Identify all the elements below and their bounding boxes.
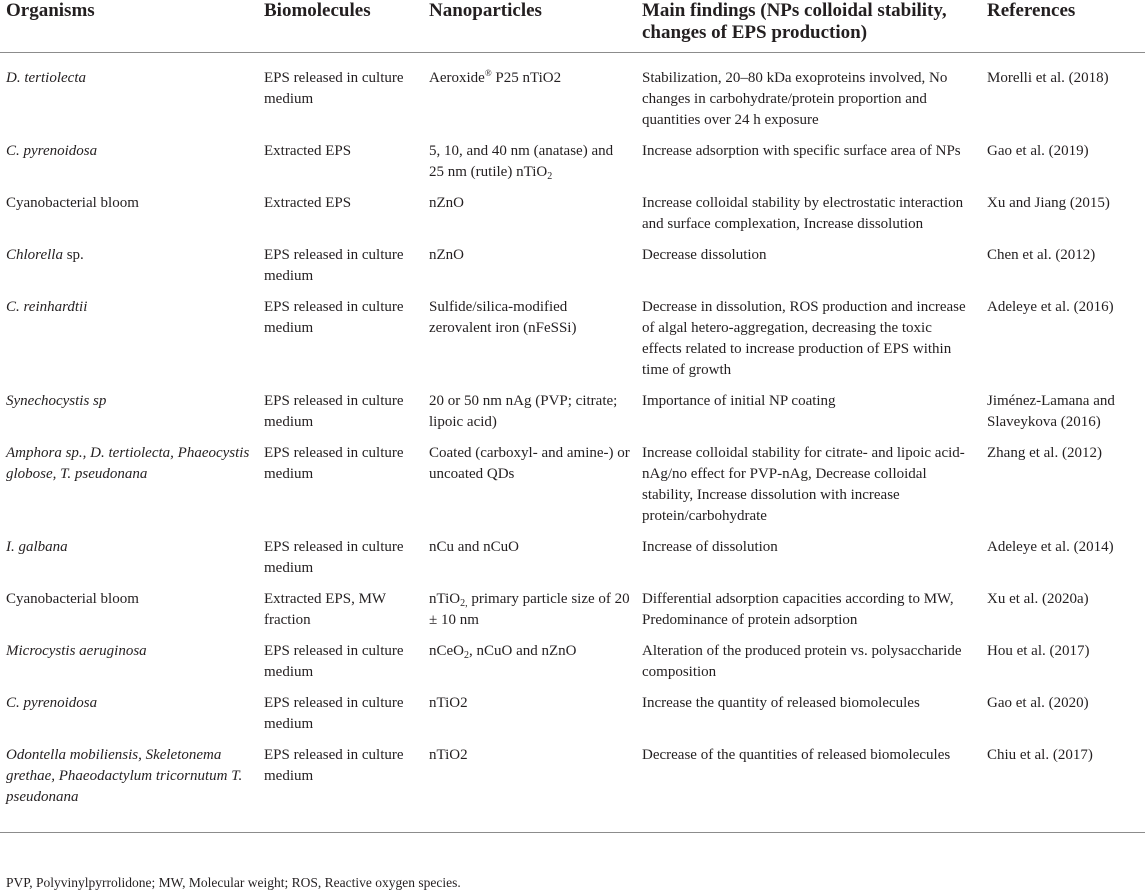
cell-reference: Xu et al. (2020a) (987, 591, 1089, 607)
cell-findings: Increase colloidal stability by electrostatic interaction and surface complexation, Increase dissolution (642, 195, 964, 232)
cell-reference: Chiu et al. (2017) (987, 747, 1093, 763)
np-text-rest: , nCuO and nZnO (469, 643, 577, 659)
cell-biomolecules: EPS released in culture medium (264, 247, 404, 284)
cell-reference: Adeleye et al. (2014) (987, 539, 1114, 555)
organism-name: C. pyrenoidosa (6, 143, 98, 159)
cell-findings: Differential adsorption capacities according to MW, Predominance of protein adsorption (642, 591, 954, 628)
cell-reference: Gao et al. (2020) (987, 695, 1089, 711)
header-organisms: Organisms (6, 0, 95, 21)
organism-name: D. tertiolecta (6, 70, 86, 86)
table-row (0, 186, 1145, 238)
organism-name: Odontella mobiliensis, Skeletonema grethae, Phaeodactylum tricornutum T. pseudonana (6, 747, 243, 805)
header-references: References (987, 0, 1076, 21)
table-row (0, 634, 1145, 686)
table-row (0, 738, 1145, 833)
organism-name: Microcystis aeruginosa (6, 643, 147, 659)
cell-organism (0, 134, 258, 186)
cell-reference: Adeleye et al. (2016) (987, 299, 1114, 315)
cell-nanoparticles (423, 134, 636, 186)
cell-findings: Decrease dissolution (642, 247, 767, 263)
cell-organism: Cyanobacterial bloom (6, 195, 139, 211)
cell-nanoparticles: nZnO (429, 247, 464, 263)
cell-reference: Zhang et al. (2012) (987, 445, 1102, 461)
cell-nanoparticles: nZnO (429, 195, 464, 211)
cell-reference: Hou et al. (2017) (987, 643, 1090, 659)
cell-biomolecules: EPS released in culture medium (264, 70, 404, 107)
organism-name: Amphora sp., D. tertiolecta, Phaeocystis globose, T. pseudonana (6, 445, 250, 482)
cell-organism: Cyanobacterial bloom (6, 591, 139, 607)
cell-nanoparticles (423, 634, 636, 686)
np-superscript: ® (484, 68, 492, 78)
table-row (0, 686, 1145, 738)
cell-findings: Increase adsorption with specific surface area of NPs (642, 143, 961, 159)
table-row (0, 582, 1145, 634)
header-row (0, 0, 1145, 53)
cell-biomolecules: EPS released in culture medium (264, 695, 404, 732)
table-row (0, 384, 1145, 436)
table-footnote: PVP, Polyvinylpyrrolidone; MW, Molecular weight; ROS, Reactive oxygen species. (6, 875, 461, 890)
cell-findings: Increase of dissolution (642, 539, 778, 555)
cell-findings: Alteration of the produced protein vs. polysaccharide composition (642, 643, 962, 680)
np-text: nCeO (429, 643, 464, 659)
organism-name: C. pyrenoidosa (6, 695, 98, 711)
cell-organism (0, 634, 258, 686)
table-row (0, 530, 1145, 582)
cell-findings: Stabilization, 20–80 kDa exoproteins involved, No changes in carbohydrate/protein proportion and quantities over 24 h exposure (642, 70, 948, 128)
np-subscript: 2, (460, 598, 468, 609)
cell-biomolecules: EPS released in culture medium (264, 299, 404, 336)
cell-biomolecules: Extracted EPS, MW fraction (264, 591, 386, 628)
cell-organism (0, 290, 258, 384)
cell-reference: Xu and Jiang (2015) (987, 195, 1110, 211)
np-subscript: 2 (547, 171, 553, 182)
np-text-rest: primary particle size of 20 ± 10 nm (429, 591, 630, 628)
cell-nanoparticles: nCu and nCuO (429, 539, 519, 555)
table-row (0, 53, 1145, 135)
cell-nanoparticles: nTiO2 (429, 747, 468, 763)
cell-findings: Increase the quantity of released biomolecules (642, 695, 920, 711)
cell-biomolecules: Extracted EPS (264, 195, 352, 211)
np-subscript: 2 (464, 650, 469, 661)
cell-findings: Importance of initial NP coating (642, 393, 836, 409)
cell-biomolecules: EPS released in culture medium (264, 539, 404, 576)
np-text: nTiO (429, 591, 461, 607)
header-nanoparticles: Nanoparticles (429, 0, 542, 21)
cell-organism (0, 238, 258, 290)
cell-nanoparticles: 20 or 50 nm nAg (PVP; citrate; lipoic acid) (429, 393, 618, 430)
np-text: Aeroxide (429, 70, 485, 86)
cell-biomolecules: EPS released in culture medium (264, 643, 404, 680)
table-row (0, 290, 1145, 384)
table-row (0, 134, 1145, 186)
cell-organism (0, 686, 258, 738)
table-row (0, 238, 1145, 290)
organism-genus: Chlorella (6, 247, 63, 263)
organism-name: C. reinhardtii (6, 299, 88, 315)
cell-reference: Chen et al. (2012) (987, 247, 1096, 263)
cell-organism (0, 436, 258, 530)
cell-organism (0, 738, 258, 833)
np-text: 5, 10, and 40 nm (anatase) and 25 nm (rutile) nTiO (429, 143, 614, 180)
cell-organism (0, 53, 258, 135)
organism-suffix: sp. (62, 247, 84, 263)
organism-name: I. galbana (6, 539, 68, 555)
cell-nanoparticles: Coated (carboxyl- and amine-) or uncoated QDs (429, 445, 630, 482)
table-row (0, 436, 1145, 530)
cell-organism (0, 384, 258, 436)
cell-findings: Increase colloidal stability for citrate- and lipoic acid-nAg/no effect for PVP-nAg, Decrease colloidal stability, Increase dissolution with increase protein/carbohydrate (642, 445, 965, 524)
header-findings: Main findings (NPs colloidal stability, changes of EPS production) (642, 0, 947, 43)
cell-reference: Gao et al. (2019) (987, 143, 1089, 159)
cell-organism (0, 530, 258, 582)
cell-nanoparticles: Sulfide/silica-modified zerovalent iron (nFeSSi) (429, 299, 577, 336)
cell-biomolecules: EPS released in culture medium (264, 445, 404, 482)
header-biomolecules: Biomolecules (264, 0, 371, 21)
cell-findings: Decrease of the quantities of released biomolecules (642, 747, 951, 763)
cell-biomolecules: Extracted EPS (264, 143, 352, 159)
organism-name: Synechocystis sp (6, 393, 107, 409)
cell-nanoparticles (423, 53, 636, 135)
cell-findings: Decrease in dissolution, ROS production and increase of algal hetero-aggregation, decreasing the toxic effects related to increase production of EPS within time of growth (642, 299, 966, 378)
cell-biomolecules: EPS released in culture medium (264, 393, 404, 430)
cell-reference: Morelli et al. (2018) (987, 70, 1109, 86)
np-text-rest: P25 nTiO2 (491, 70, 562, 86)
cell-reference: Jiménez-Lamana and Slaveykova (2016) (987, 393, 1115, 430)
cell-nanoparticles: nTiO2 (429, 695, 468, 711)
cell-biomolecules: EPS released in culture medium (264, 747, 404, 784)
cell-nanoparticles (423, 582, 636, 634)
